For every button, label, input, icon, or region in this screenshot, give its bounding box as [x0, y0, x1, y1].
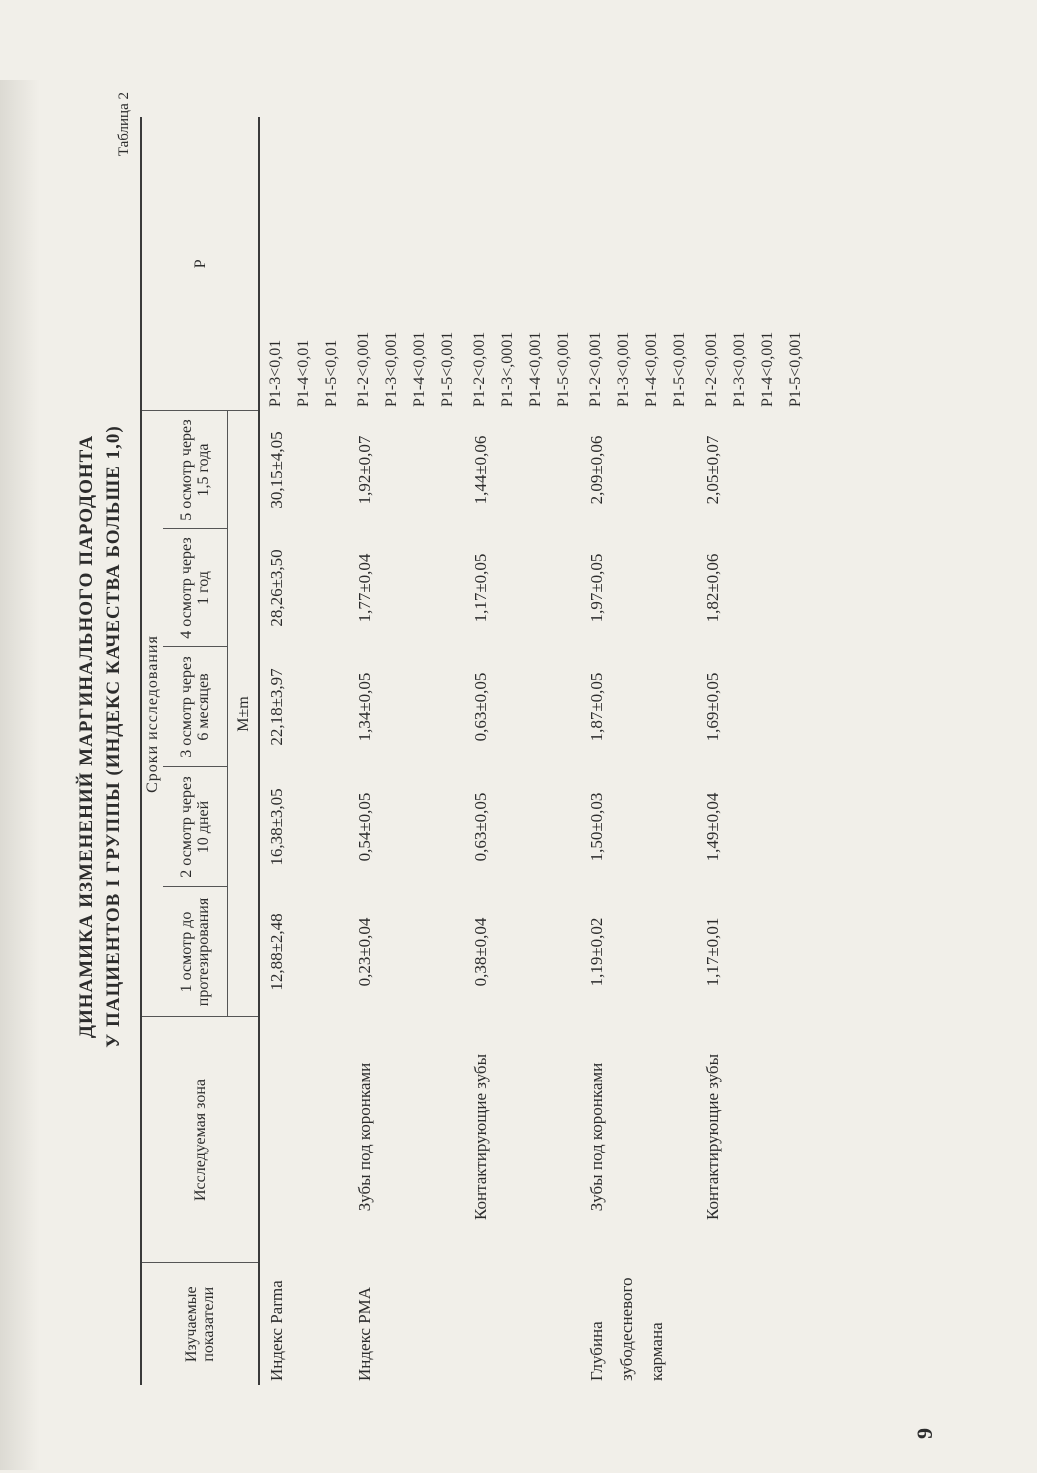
- title-line-2: У ПАЦИЕНТОВ I ГРУППЫ (ИНДЕКС КАЧЕСТВА БОЛЬШЕ 1,0): [103, 425, 124, 1048]
- value-cell: 1,77±0,04: [355, 553, 374, 623]
- value-cell: 2,09±0,06: [587, 435, 606, 505]
- p-value: P1-3<0,001: [615, 331, 632, 407]
- value-cell: 0,63±0,05: [471, 792, 490, 862]
- header-exam-2: 2 осмотр через 10 дней: [163, 767, 228, 887]
- header-exam-3: 3 осмотр через 6 месяцев: [163, 647, 228, 767]
- table-row: [696, 117, 812, 1385]
- p-cell: [348, 117, 464, 411]
- zone-cell: [259, 1017, 348, 1263]
- indicator-cell: Индекс РМА: [355, 1286, 374, 1381]
- indicator-cell: Индекс Parma: [267, 1280, 286, 1381]
- p-value: P1-5<0,001: [555, 331, 572, 407]
- table-label: Таблица 2: [116, 92, 132, 157]
- header-p: P: [141, 117, 259, 411]
- indicator-cell: Глубина зубодесневого кармана: [587, 1277, 666, 1381]
- p-cell: [259, 117, 348, 411]
- table-row: [348, 117, 464, 1385]
- value-cell: 30,15±4,05: [267, 431, 286, 509]
- value-cell: 1,49±0,04: [703, 792, 722, 862]
- p-value: P1-5<0,01: [323, 339, 340, 407]
- header-exam-4: 4 осмотр через 1 год: [163, 529, 228, 647]
- value-cell: 1,17±0,01: [703, 917, 722, 987]
- value-cell: 1,87±0,05: [587, 672, 606, 742]
- value-cell: 1,19±0,02: [587, 917, 606, 987]
- table-row: [580, 117, 696, 1385]
- p-value: P1-2<0,001: [703, 331, 720, 407]
- p-value: P1-3<0,001: [731, 331, 748, 407]
- header-indicators: Изучаемые показатели: [141, 1263, 259, 1385]
- value-cell: 1,44±0,06: [471, 435, 490, 505]
- zone-cell: Зубы под коронками: [587, 1062, 606, 1212]
- p-value: P1-5<0,001: [439, 331, 456, 407]
- p-value: P1-4<0,01: [295, 339, 312, 407]
- value-cell: 1,17±0,05: [471, 553, 490, 623]
- value-cell: 1,50±0,03: [587, 792, 606, 862]
- indicator-cell: [464, 1263, 580, 1385]
- indicator-cell: [696, 1263, 812, 1385]
- header-exam-5: 5 осмотр через 1,5 года: [163, 411, 228, 529]
- p-value: P1-4<0,001: [411, 331, 428, 407]
- p-value: P1-3<,0001: [499, 331, 516, 407]
- p-value: P1-2<0,001: [355, 331, 372, 407]
- p-value: P1-4<0,001: [527, 331, 544, 407]
- p-value: P1-4<0,001: [643, 331, 660, 407]
- p-value: P1-2<0,001: [471, 331, 488, 407]
- value-cell: 28,26±3,50: [267, 549, 286, 627]
- p-value: P1-2<0,001: [587, 331, 604, 407]
- p-value: P1-3<0,01: [267, 339, 284, 407]
- table-row: [464, 117, 580, 1385]
- value-cell: 1,92±0,07: [355, 435, 374, 505]
- p-cell: [580, 117, 696, 411]
- value-cell: 22,18±3,97: [267, 668, 286, 746]
- value-cell: 0,38±0,04: [471, 917, 490, 987]
- value-cell: 16,38±3,05: [267, 788, 286, 866]
- header-exam-1: 1 осмотр до протезирования: [163, 887, 228, 1017]
- p-value: P1-5<0,001: [671, 331, 688, 407]
- p-value: P1-5<0,001: [787, 331, 804, 407]
- zone-cell: Контактирующие зубы: [703, 1054, 722, 1220]
- header-zone: Исследуемая зона: [141, 1017, 259, 1263]
- value-cell: 1,97±0,05: [587, 553, 606, 623]
- p-cell: [464, 117, 580, 411]
- zone-cell: Контактирующие зубы: [471, 1054, 490, 1220]
- table-row: [259, 117, 348, 1385]
- data-table: [140, 117, 812, 1385]
- header-mm: M±m: [228, 411, 260, 1017]
- value-cell: 12,88±2,48: [267, 913, 286, 991]
- p-cell: [696, 117, 812, 411]
- page-number: 9: [912, 1428, 937, 1439]
- value-cell: 1,82±0,06: [703, 553, 722, 623]
- value-cell: 1,34±0,05: [355, 672, 374, 742]
- value-cell: 1,69±0,05: [703, 672, 722, 742]
- value-cell: 0,23±0,04: [355, 917, 374, 987]
- value-cell: 0,54±0,05: [355, 792, 374, 862]
- p-value: P1-3<0,001: [383, 331, 400, 407]
- value-cell: 2,05±0,07: [703, 435, 722, 505]
- zone-cell: Зубы под коронками: [355, 1062, 374, 1212]
- value-cell: 0,63±0,05: [471, 672, 490, 742]
- title-line-1: ДИНАМИКА ИЗМЕНЕНИЙ МАРГИНАЛЬНОГО ПАРОДОНТА: [76, 434, 97, 1039]
- p-value: P1-4<0,001: [759, 331, 776, 407]
- header-periods: Сроки исследования: [141, 411, 163, 1017]
